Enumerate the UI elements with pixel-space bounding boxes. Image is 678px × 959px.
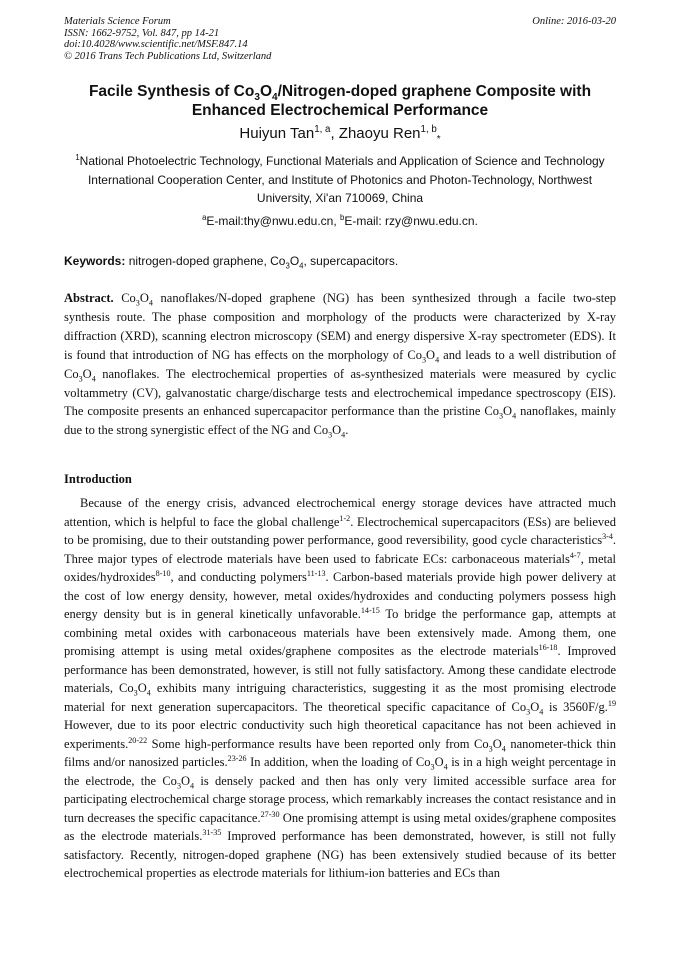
body-text: . Electrochemical supercapacitors (ESs) are believed to be promising, due to their outstanding power performance, good reversibility, good cycle characteristics <box>64 514 616 547</box>
abstract-text: O <box>426 347 436 362</box>
abstract-subscript: 3 <box>498 411 504 421</box>
formula-subscript: 4 <box>501 744 506 753</box>
paper-title <box>64 82 616 120</box>
body-text: O <box>434 755 444 769</box>
citation-ref[interactable]: 16-18 <box>538 642 558 652</box>
email-text[interactable]: E-mail:thy@nwu.edu.cn, <box>206 214 340 228</box>
body-text: is 3560F/g. <box>543 699 608 714</box>
keywords <box>64 252 616 270</box>
body-text: O <box>492 736 502 751</box>
affiliation-text: National Photoelectric Technology, Functional Materials and Application of Science and Technology International Cooperation Center, and Institute of Photonics and Photon-Technology, Northwest University, Xi'an 710069, China <box>79 154 605 205</box>
body-text: . Three major types of electrode materials have been used to fabricate ECs: carbonaceous materials <box>64 533 616 566</box>
keywords-text: nitrogen-doped graphene, Co <box>125 254 286 268</box>
journal-name: Materials Science Forum <box>64 16 171 27</box>
affiliation-mark: 1 <box>75 153 80 162</box>
citation-ref[interactable]: 3-4 <box>602 531 613 541</box>
formula-subscript: 4 <box>443 762 448 772</box>
citation-ref[interactable]: 14-15 <box>360 605 380 615</box>
author-affiliation-mark: 1, b <box>420 124 437 135</box>
author-affiliation-mark: 1, a <box>314 124 331 135</box>
introduction-paragraph <box>64 494 616 883</box>
citation-ref[interactable]: 4-7 <box>569 550 581 560</box>
formula-subscript: 3 <box>488 744 493 753</box>
formula-subscript: 4 <box>190 781 195 790</box>
abstract-text: nanoflakes, mainly due to the strong synergistic effect of the NG and Co <box>64 404 616 438</box>
title-text: /Nitrogen-doped graphene Composite with Enhanced Electrochemical Performance <box>191 83 592 119</box>
author-separator: , <box>330 125 339 142</box>
abstract-subscript: 3 <box>78 374 83 384</box>
keywords-subscript: 3 <box>285 261 290 271</box>
abstract <box>64 289 616 440</box>
abstract-text: . <box>345 423 349 438</box>
body-text: . Carbon-based materials provide high power delivery at the cost of low energy density, however, metal oxides/hydroxides and conducting polymers possess high energy density but is in general kinetically unfavorable. <box>64 570 616 621</box>
affiliation <box>64 152 616 208</box>
journal-header <box>64 16 616 62</box>
abstract-subscript: 4 <box>91 374 96 384</box>
body-text: , and conducting polymers <box>170 570 307 584</box>
abstract-subscript: 4 <box>341 430 346 440</box>
formula-subscript: 3 <box>526 707 531 716</box>
abstract-subscript: 4 <box>435 355 440 365</box>
abstract-label: Abstract. <box>64 291 114 305</box>
abstract-text: O <box>82 366 92 381</box>
email-mark: a <box>202 213 207 222</box>
keywords-text: O <box>289 254 300 268</box>
corresponding-author-mark: * <box>436 134 441 145</box>
formula-subscript: 3 <box>133 688 138 698</box>
body-text: nanometer-thick thin films and/or nanosized particles. <box>64 736 617 769</box>
copyright-line: © 2016 Trans Tech Publications Ltd, Switzerland <box>64 50 272 62</box>
body-text: Because of the energy crisis, advanced electrochemical energy storage devices have attracted much attention, which is helpful to face the global challenge <box>64 496 616 529</box>
body-text: In addition, when the loading of Co <box>246 755 431 769</box>
title-text: Facile Synthesis of Co <box>88 83 255 100</box>
citation-ref[interactable]: 8-10 <box>155 568 171 578</box>
abstract-subscript: 4 <box>512 411 517 421</box>
formula-subscript: 4 <box>539 707 544 716</box>
doi-line[interactable]: doi:10.4028/www.scientific.net/MSF.847.14 <box>64 39 248 50</box>
body-text: Some high-performance results have been reported only from Co <box>147 736 489 751</box>
citation-ref[interactable]: 1-2 <box>339 513 351 523</box>
body-text: O <box>530 699 540 714</box>
body-text: One promising attempt is using metal oxides/graphene composites as the electrode materials. <box>64 810 616 843</box>
body-text: is in a high weight percentage in the electrode, the Co <box>64 755 617 788</box>
body-text: is densely packed and then has only very limited accessible surface area for participating electrochemical charge storage process, which remarkably increases the contact resistance and in turn decreases the specific capacitance. <box>64 773 617 825</box>
body-text: To bridge the performance gap, attempts at combining metal oxides with carbonaceous materials have been extensively made. Among them, one promising attempt is using metal oxides/graphene composites as the electrode materials <box>64 607 616 658</box>
keywords-text: , supercapacitors. <box>303 254 399 268</box>
body-text: . Improved performance has been demonstrated, however, is still not fully satisfactory. Among these candidate electrode materials, Co <box>64 644 616 695</box>
body-text: However, due to its poor electric conductivity such high theoretical capacitance has not been achieved in experiments. <box>64 718 616 751</box>
body-text: O <box>181 773 191 788</box>
abstract-subscript: 3 <box>421 355 427 365</box>
abstract-subscript: 4 <box>148 298 153 308</box>
abstract-text: O <box>139 291 149 305</box>
title-text: O <box>259 83 272 100</box>
citation-ref[interactable]: 31-35 <box>202 827 222 837</box>
abstract-text: O <box>503 404 513 419</box>
keywords-subscript: 4 <box>299 261 304 271</box>
abstract-text: O <box>332 423 342 438</box>
citation-ref[interactable]: 19 <box>607 698 616 708</box>
abstract-text: nanoflakes. The electrochemical properties of as-synthesized materials were measured by cyclic voltammetry (CV), galvanostatic charge/discharge tests and electrochemical impedance spectroscopy (EIS). The composite presents an enhanced supercapacitor performance than the pristine Co <box>64 366 616 419</box>
keywords-label: Keywords: <box>64 254 126 268</box>
formula-subscript: 4 <box>146 688 151 698</box>
section-heading-introduction: Introduction <box>64 472 132 486</box>
author-name: Zhaoyu Ren <box>338 125 421 142</box>
citation-ref[interactable]: 23-26 <box>227 753 247 763</box>
abstract-text: and leads to a well distribution of Co <box>64 347 617 381</box>
abstract-subscript: 3 <box>135 298 140 308</box>
body-text: , metal oxides/hydroxides <box>64 551 616 584</box>
email-text[interactable]: E-mail: rzy@nwu.edu.cn. <box>344 214 478 228</box>
email-mark: b <box>340 213 345 222</box>
formula-subscript: 3 <box>176 781 181 790</box>
title-subscript: 3 <box>254 92 260 104</box>
abstract-subscript: 3 <box>328 430 333 440</box>
body-text: exhibits many intriguing characteristics, suggesting it as the most promising electrode material for next generation supercapacitors. The theoretical specific capacitance of Co <box>64 681 616 714</box>
author-emails <box>64 212 616 230</box>
online-date: Online: 2016-03-20 <box>532 16 616 27</box>
abstract-text: Co <box>113 291 136 305</box>
abstract-text: nanoflakes/N-doped graphene (NG) has been synthesized through a facile two-step synthesis route. The phase composition and morphology of the products were characterized by X-ray diffraction (XRD), scanning electron microscopy (SEM) and energy dispersive X-ray spectrometer (EDS). It is found that introduction of NG has effects on the morphology of Co <box>64 291 616 362</box>
body-text: O <box>137 681 147 695</box>
title-subscript: 4 <box>272 92 278 104</box>
author-name: Huiyun Tan <box>239 125 315 142</box>
citation-ref[interactable]: 20-22 <box>128 735 148 745</box>
author-list <box>64 124 616 144</box>
issn-line: ISSN: 1662-9752, Vol. 847, pp 14-21 <box>64 27 220 39</box>
body-text: Improved performance has been demonstrated, however, is still not fully satisfactory. Recently, nitrogen-doped graphene (NG) has been extensively studied because of its better electrochemical properties as electrode materials for lithium-ion batteries and ECs than <box>64 829 616 880</box>
citation-ref[interactable]: 11-13 <box>306 568 326 578</box>
formula-subscript: 3 <box>430 762 435 772</box>
citation-ref[interactable]: 27-30 <box>260 809 280 819</box>
